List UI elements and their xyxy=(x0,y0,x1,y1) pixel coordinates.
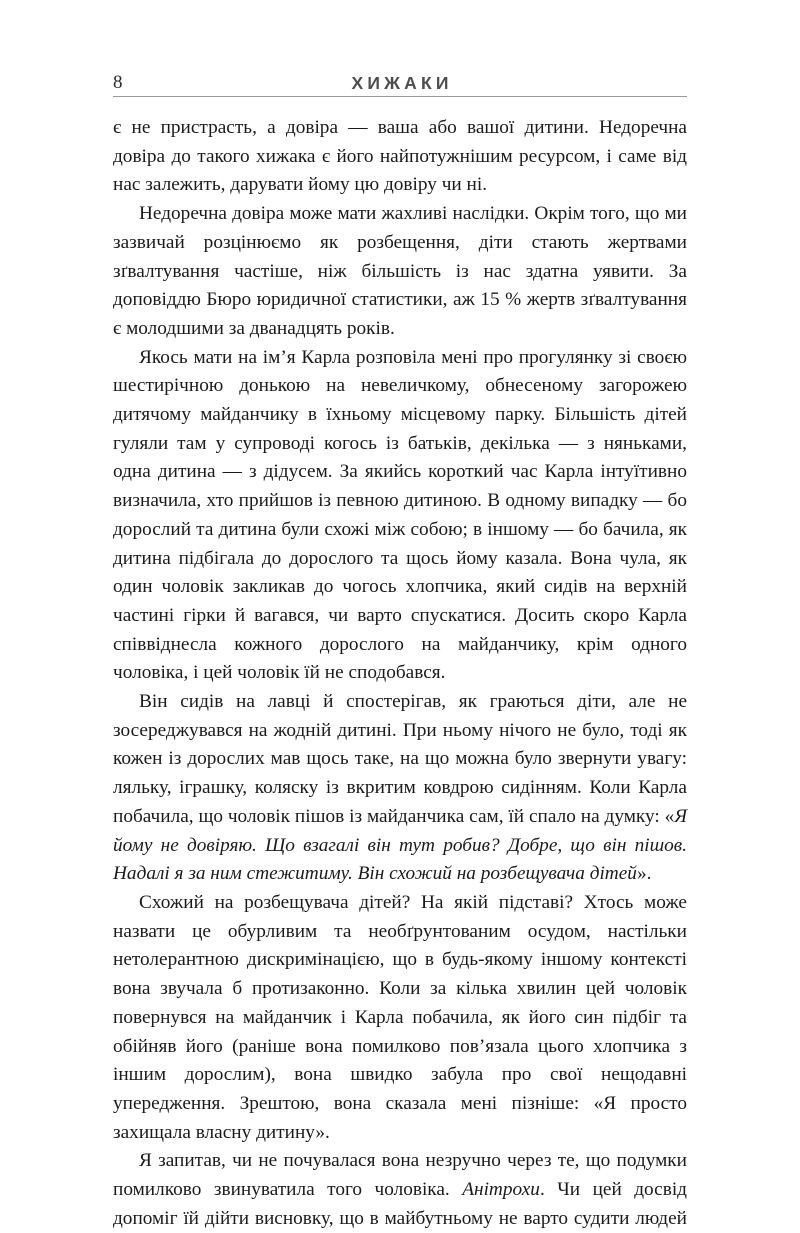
paragraph xyxy=(113,688,687,889)
body-text-block xyxy=(113,114,687,1233)
running-header xyxy=(113,62,687,98)
paragraph xyxy=(113,200,687,344)
text-run: Недоречна довіра може мати жахливі наслідки. Окрім того, що ми зазвичай розцінюємо як розбещення, діти стають жертвами зґвалтування частіше, ніж більшість із нас здатна уявити. За доповіддю Бюро юридичної статистики, аж 15 % жертв зґвалтування є молодшими за дванадцять років. xyxy=(113,203,687,339)
text-run: . Чи цей досвід допоміг їй дійти висновку, що в майбутньому не варто судити людей xyxy=(113,1179,687,1229)
running-title: ХИЖАКИ xyxy=(351,72,453,93)
header-divider xyxy=(113,96,687,97)
text-run: Схожий на розбещувача дітей? На якій підставі? Хтось може назвати це обурливим та необґрунтованим осудом, настільки нетолерантною дискримінацією, що в будь-якому іншому контексті вона звучала б протизаконно. Коли за кілька хвилин цей чоловік повернувся на майданчик і Карла побачила, як його син підбіг та обійняв його (раніше вона помилково пов’язала цього хлопчика з іншим дорослим), вона швидко забула про свої нещодавні упередження. Зрештою, вона сказала мені пізніше: «Я просто захищала власну дитину». xyxy=(113,891,687,1143)
text-run: Я запитав, чи не почувалася вона незручно через те, що подумки помилково звинуватила того чоловіка. xyxy=(113,1150,687,1201)
italic-text: Анітрохи xyxy=(462,1179,540,1201)
text-run: є не пристрасть, а довіра — ваша або вашої дитини. Недоречна довіра до такого хижака є його найпотужнішим ресурсом, і саме від нас залежить, дарувати йому цю довіру чи ні. xyxy=(113,117,687,196)
paragraph xyxy=(113,1147,687,1233)
page-number: 8 xyxy=(113,72,123,93)
paragraph xyxy=(113,889,687,1147)
italic-text: Я йому не довіряю. Що взагалі він тут робив? Добре, що він пішов. Надалі я за ним стежитиму. Він схожий на розбещувача дітей xyxy=(113,805,687,885)
header-row xyxy=(113,62,687,92)
text-run: Якось мати на ім’я Карла розповіла мені про прогулянку зі своєю шестирічною донькою на невеличкому, обнесеному загорожею дитячому майданчику в їхньому місцевому парку. Більшість дітей гуляли там у супроводі когось із батьків, декілька — з няньками, одна дитина — з дідусем. За якийсь короткий час Карла інтуїтивно визначила, хто прийшов із певною дитиною. В одному випадку — бо дорослий та дитина були схожі між собою; в іншому — бо бачила, як дитина підбігала до дорослого та щось йому казала. Вона чула, як один чоловік закликав до чогось хлопчика, який сидів на верхній частині гірки й вагався, чи варто спускатися. Досить скоро Карла співвіднесла кожного дорослого на майданчику, крім одного чоловіка, і цей чоловік їй не сподобався. xyxy=(113,346,687,684)
text-run: « xyxy=(664,805,675,827)
text-run: Він сидів на лавці й спостерігав, як граються діти, але не зосереджувався на жодній дитині. При ньому нічого не було, тоді як кожен із дорослих мав щось таке, на що можна було звернути увагу: ляльку, іграшку, коляску із вкритим ковдрою сидінням. Коли Карла побачила, що чоловік пішов із майданчика сам, їй спало на думку: xyxy=(113,691,687,827)
paragraph xyxy=(113,344,687,688)
text-run: ». xyxy=(636,863,652,885)
paragraph xyxy=(113,114,687,200)
